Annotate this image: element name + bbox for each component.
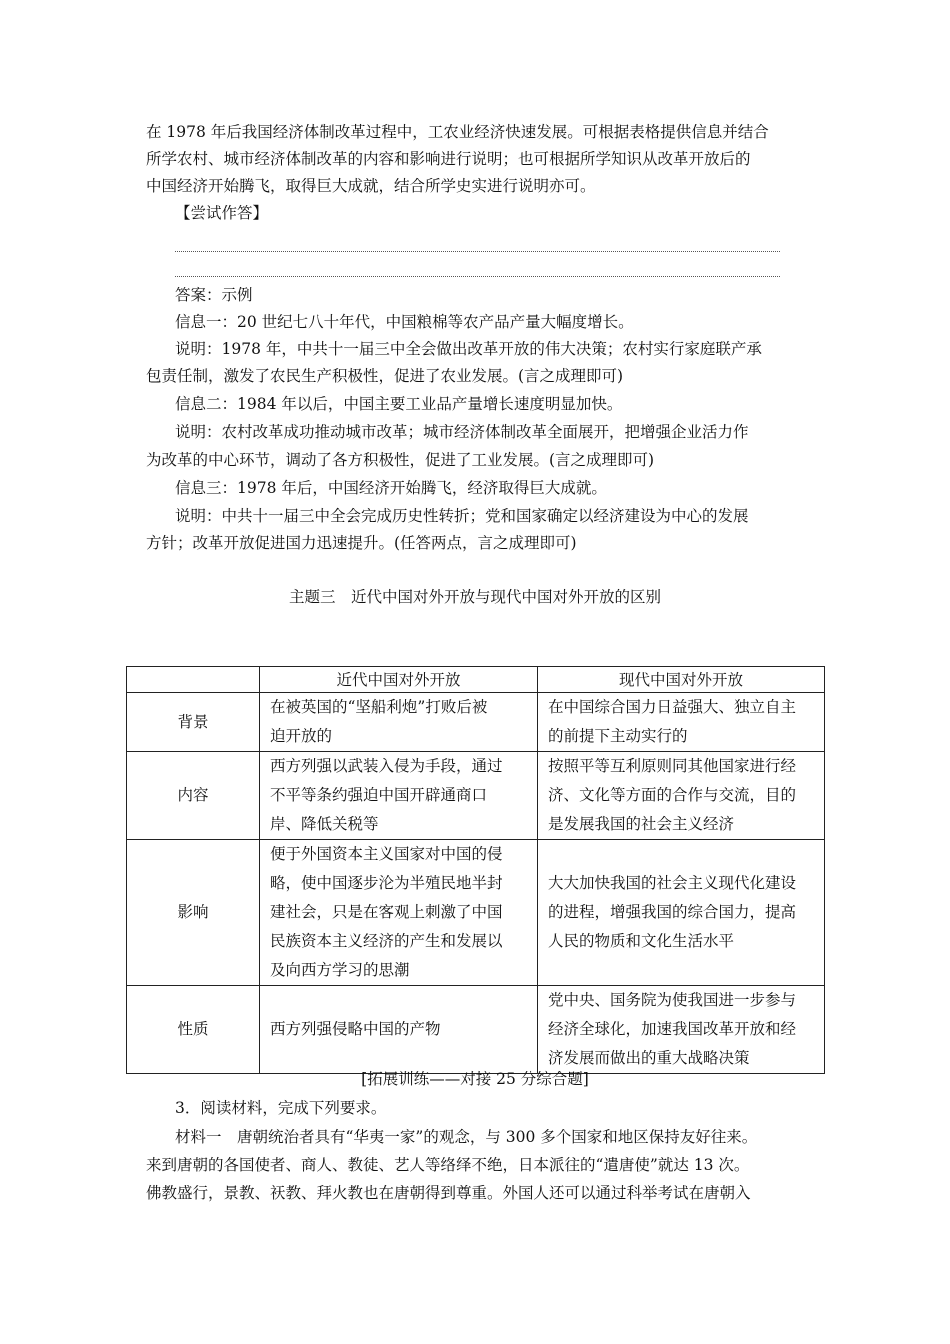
cell-line: 党中央、国务院为使我国进一步参与 [548, 991, 797, 1009]
table-row-nature [127, 986, 825, 1074]
cell-line: 建社会，只是在客观上刺激了中国 [270, 903, 503, 921]
cell-line: 的进程，增强我国的综合国力，提高 [548, 903, 797, 921]
cell-line: 略，使中国逐步沦为半殖民地半封 [270, 874, 503, 892]
cell-line: 西方列强侵略中国的产物 [270, 1020, 441, 1038]
material-line-1: 材料一 唐朝统治者具有“华夷一家”的观念，与 300 多个国家和地区保持友好往来。 [175, 1128, 758, 1146]
table-row-background [127, 693, 825, 752]
extension-caption: [拓展训练——对接 25 分综合题] [361, 1070, 589, 1088]
answer-explain-2b: 为改革的中心环节，调动了各方积极性，促进了工业发展。(言之成理即可) [146, 451, 655, 469]
answer-explain-3a: 说明：中共十一届三中全会完成历史性转折；党和国家确定以经济建设为中心的发展 [175, 507, 749, 525]
cell-line: 大大加快我国的社会主义现代化建设 [548, 874, 797, 892]
cell-line: 在中国综合国力日益强大、独立自主 [548, 698, 797, 716]
answer-explain-3b: 方针；改革开放促进国力迅速提升。(任答两点，言之成理即可) [146, 534, 577, 552]
cell-current-impact [538, 840, 825, 986]
cell-current-nature [538, 986, 825, 1074]
header-empty-cell [127, 667, 260, 693]
cell-line: 民族资本主义经济的产生和发展以 [270, 932, 503, 950]
question-prompt: 3．阅读材料，完成下列要求。 [175, 1099, 387, 1117]
comparison-table [126, 666, 825, 1074]
answer-info-1: 信息一：20 世纪七八十年代，中国粮棉等农产品产量大幅度增长。 [175, 313, 634, 331]
cell-line: 迫开放的 [270, 727, 333, 745]
material-line-3: 佛教盛行，景教、祆教、拜火教也在唐朝得到尊重。外国人还可以通过科举考试在唐朝入 [146, 1184, 751, 1202]
cell-current-background [538, 693, 825, 752]
answer-blank-line-2 [175, 276, 780, 277]
intro-line-3: 中国经济开始腾飞，取得巨大成就，结合所学史实进行说明亦可。 [146, 177, 596, 195]
cell-line: 不平等条约强迫中国开辟通商口 [270, 786, 488, 804]
answer-label: 答案：示例 [175, 286, 253, 304]
table-row-content [127, 752, 825, 840]
intro-line-2: 所学农村、城市经济体制改革的内容和影响进行说明；也可根据所学知识从改革开放后的 [146, 150, 751, 168]
cell-modern-nature [260, 986, 538, 1074]
intro-line-1: 在 1978 年后我国经济体制改革过程中，工农业经济快速发展。可根据表格提供信息并结合 [146, 123, 769, 141]
answer-blank-line-1 [175, 251, 780, 252]
answer-explain-2a: 说明：农村改革成功推动城市改革；城市经济体制改革全面展开，把增强企业活力作 [175, 423, 749, 441]
cell-line: 在被英国的“坚船利炮”打败后被 [270, 698, 488, 716]
cell-line: 人民的物质和文化生活水平 [548, 932, 735, 950]
cell-line: 的前提下主动实行的 [548, 727, 688, 745]
answer-explain-1a: 说明：1978 年，中共十一届三中全会做出改革开放的伟大决策；农村实行家庭联产承 [175, 340, 762, 358]
cell-line: 及向西方学习的思潮 [270, 961, 410, 979]
header-current-opening: 现代中国对外开放 [538, 667, 825, 693]
cell-line: 岸、降低关税等 [270, 815, 379, 833]
cell-modern-impact [260, 840, 538, 986]
topic-title: 主题三 近代中国对外开放与现代中国对外开放的区别 [288, 588, 661, 606]
cell-line: 按照平等互利原则同其他国家进行经 [548, 757, 797, 775]
material-line-2: 来到唐朝的各国使者、商人、教徒、艺人等络绎不绝，日本派往的“遣唐使”就达 13 次。 [146, 1156, 750, 1174]
answer-explain-1b: 包责任制，激发了农民生产积极性，促进了农业发展。(言之成理即可) [146, 367, 624, 385]
table-row-impact [127, 840, 825, 986]
row-label-content: 内容 [127, 752, 260, 840]
table-header-row [127, 667, 825, 693]
cell-line: 便于外国资本主义国家对中国的侵 [270, 845, 503, 863]
header-modern-opening: 近代中国对外开放 [260, 667, 538, 693]
cell-line: 济发展而做出的重大战略决策 [548, 1049, 750, 1067]
try-answer-heading: 【尝试作答】 [175, 204, 269, 222]
cell-line: 经济全球化，加速我国改革开放和经 [548, 1020, 797, 1038]
cell-line: 是发展我国的社会主义经济 [548, 815, 735, 833]
row-label-nature: 性质 [127, 986, 260, 1074]
cell-line: 济、文化等方面的合作与交流，目的 [548, 786, 797, 804]
row-label-background: 背景 [127, 693, 260, 752]
cell-line: 西方列强以武装入侵为手段，通过 [270, 757, 503, 775]
answer-info-2: 信息二：1984 年以后，中国主要工业品产量增长速度明显加快。 [175, 395, 623, 413]
answer-info-3: 信息三：1978 年后，中国经济开始腾飞，经济取得巨大成就。 [175, 479, 607, 497]
row-label-impact: 影响 [127, 840, 260, 986]
cell-modern-content [260, 752, 538, 840]
cell-modern-background [260, 693, 538, 752]
cell-current-content [538, 752, 825, 840]
